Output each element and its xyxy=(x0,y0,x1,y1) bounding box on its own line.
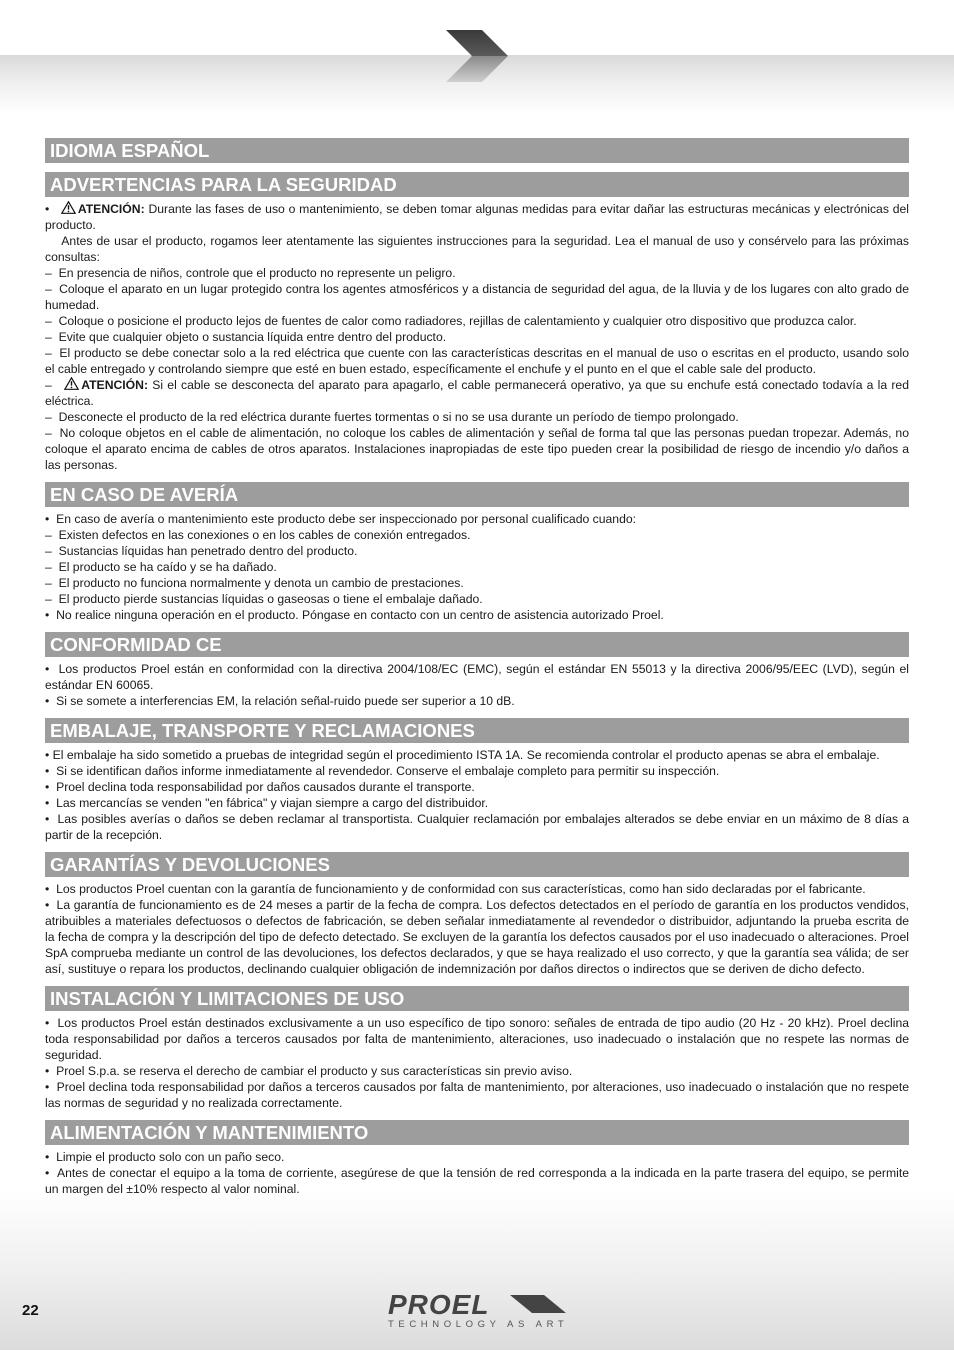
paragraph-text: Limpie el producto solo con un paño seco. xyxy=(56,1150,285,1164)
brand-arrow-icon xyxy=(510,1294,568,1314)
list-marker: – xyxy=(45,426,52,440)
paragraph-text: Los productos Proel están en conformidad con la directiva 2004/108/EC (EMC), según el estándar EN 55013 y la directiva 2006/95/EEC (LVD), según el estándar EN 60065. xyxy=(45,662,909,692)
section-heading: ADVERTENCIAS PARA LA SEGURIDAD xyxy=(45,172,909,197)
section-body xyxy=(45,1011,909,1120)
list-marker: • xyxy=(45,202,50,216)
list-marker: • xyxy=(45,1150,50,1164)
section-heading: GARANTÍAS Y DEVOLUCIONES xyxy=(45,852,909,877)
section-body xyxy=(45,743,909,852)
section-heading: CONFORMIDAD CE xyxy=(45,632,909,657)
paragraph xyxy=(45,591,909,607)
paragraph-text: Evite que cualquier objeto o sustancia líquida entre dentro del producto. xyxy=(58,330,447,344)
paragraph-text: Desconecte el producto de la red eléctrica durante fuertes tormentas o si no se usa durante un período de tiempo prolongado. xyxy=(58,410,739,424)
section xyxy=(45,718,909,852)
paragraph xyxy=(45,1063,909,1079)
paragraph-text: Si el cable se desconecta del aparato para apagarlo, el cable permanecerá operativo, ya que su enchufe está conectado todavía a la red eléctrica. xyxy=(45,378,909,408)
warning-triangle-icon xyxy=(64,377,79,390)
paragraph-text: En presencia de niños, controle que el producto no represente un peligro. xyxy=(58,266,456,280)
list-marker: • xyxy=(45,882,50,896)
paragraph-text: Los productos Proel están destinados exclusivamente a un uso específico de tipo sonoro: señales de entrada de tipo audio (20 Hz - 20 kHz). Proel declina toda responsabilidad por daños a terceros causados por falta de mantenimiento, alteraciones, uso inadecuado o instalación que no respete las normas de seguridad. xyxy=(45,1016,909,1062)
paragraph xyxy=(45,607,909,623)
paragraph-text: El producto se ha caído y se ha dañado. xyxy=(58,560,277,574)
paragraph xyxy=(45,425,909,473)
paragraph-text: Proel declina toda responsabilidad por daños causados durante el transporte. xyxy=(56,780,475,794)
list-marker: • xyxy=(45,748,50,762)
paragraph-text: Las posibles averías o daños se deben reclamar al transportista. Cualquier reclamación por embalajes alterados se debe enviar en un máximo de 8 días a partir de la recepción. xyxy=(45,812,909,842)
section-body xyxy=(45,197,909,482)
list-marker: – xyxy=(45,378,52,392)
paragraph xyxy=(45,811,909,843)
paragraph-text: Si se identifican daños informe inmediatamente al revendedor. Conserve el embalaje completo para permitir su inspección. xyxy=(56,764,720,778)
paragraph-text: El producto pierde sustancias líquidas o gaseosas o tiene el embalaje dañado. xyxy=(58,592,483,606)
paragraph xyxy=(45,1149,909,1165)
section-body xyxy=(45,877,909,986)
paragraph xyxy=(45,575,909,591)
paragraph xyxy=(45,377,909,409)
section-heading: EMBALAJE, TRANSPORTE Y RECLAMACIONES xyxy=(45,718,909,743)
list-marker: – xyxy=(45,314,52,328)
list-marker: • xyxy=(45,1166,50,1180)
section xyxy=(45,138,909,163)
section xyxy=(45,172,909,482)
paragraph xyxy=(45,409,909,425)
list-marker: • xyxy=(45,608,50,622)
paragraph xyxy=(45,1165,909,1197)
paragraph-text: No realice ninguna operación en el producto. Póngase en contacto con un centro de asistencia autorizado Proel. xyxy=(56,608,664,622)
list-marker: – xyxy=(45,330,52,344)
paragraph xyxy=(45,559,909,575)
paragraph xyxy=(45,881,909,897)
paragraph-text: Si se somete a interferencias EM, la relación señal-ruido puede ser superior a 10 dB. xyxy=(56,694,515,708)
paragraph-text: Antes de usar el producto, rogamos leer atentamente las siguientes instrucciones para la seguridad. Lea el manual de uso y consérvelo para las próximas consultas: xyxy=(45,234,909,264)
section-heading: INSTALACIÓN Y LIMITACIONES DE USO xyxy=(45,986,909,1011)
list-marker: – xyxy=(45,560,52,574)
section-body xyxy=(45,1145,909,1206)
paragraph-text: Coloque o posicione el producto lejos de fuentes de calor como radiadores, rejillas de calentamiento y cualquier otro dispositivo que produzca calor. xyxy=(58,314,857,328)
warning-label: ATENCIÓN: xyxy=(77,202,145,216)
paragraph-text: El producto no funciona normalmente y denota un cambio de prestaciones. xyxy=(58,576,464,590)
section-body xyxy=(45,657,909,718)
list-marker: – xyxy=(45,592,52,606)
paragraph-text: Proel S.p.a. se reserva el derecho de cambiar el producto y sus características sin previo aviso. xyxy=(56,1064,573,1078)
section xyxy=(45,986,909,1120)
brand-tagline: TECHNOLOGY AS ART xyxy=(388,1319,569,1330)
paragraph-text: La garantía de funcionamiento es de 24 meses a partir de la fecha de compra. Los defectos detectados en el período de garantía en los productos vendidos, atribuibles a materiales defectuosos o defectos de fabricación, se deben señalar inmediatamente al revendedor o distribuidor, adjuntando la prueba escrita de la fecha de compra y la descripción del tipo de defecto detectado. Se excluyen de la garantía los defectos causados por el uso inadecuado o alteraciones. Proel SpA comprueba mediante un control de las devoluciones, los defectos declarados, y que se haya realizado el uso correcto, y que la garantía sea válida; de ser así, sustituye o repara los productos, declinando cualquier obligación de indemnización por daños directos o indirectos que se deriven de dicho defecto. xyxy=(45,898,909,976)
paragraph-text: Durante las fases de uso o mantenimiento, se deben tomar algunas medidas para evitar dañar las estructuras mecánicas y electrónicas del producto. xyxy=(45,202,909,232)
paragraph xyxy=(45,201,909,233)
list-marker: • xyxy=(45,694,50,708)
chevron-arrow-icon xyxy=(444,28,510,84)
list-marker: – xyxy=(45,410,52,424)
paragraph xyxy=(45,795,909,811)
list-marker: • xyxy=(45,898,50,912)
list-marker: – xyxy=(45,346,52,360)
paragraph-text: Las mercancías se venden "en fábrica" y viajan siempre a cargo del distribuidor. xyxy=(56,796,489,810)
section-heading: EN CASO DE AVERÍA xyxy=(45,482,909,507)
section xyxy=(45,482,909,632)
paragraph-text: En caso de avería o mantenimiento este producto debe ser inspeccionado por personal cualificado cuando: xyxy=(56,512,637,526)
paragraph xyxy=(45,779,909,795)
list-marker: • xyxy=(45,780,50,794)
section-body xyxy=(45,507,909,632)
document-body xyxy=(45,138,909,1206)
paragraph xyxy=(45,265,909,281)
warning-label: ATENCIÓN: xyxy=(81,378,149,392)
list-marker: • xyxy=(45,1064,50,1078)
list-marker: – xyxy=(45,576,52,590)
paragraph xyxy=(45,763,909,779)
paragraph-text: Coloque el aparato en un lugar protegido contra los agentes atmosféricos y a distancia de seguridad del agua, de la lluvia y de los lugares con alto grado de humedad. xyxy=(45,282,909,312)
paragraph-text: El producto se debe conectar solo a la red eléctrica que cuente con las características descritas en el manual de uso o escritas en el producto, usando solo el cable entregado y controlando siempre que esté en buen estado, específicamente el enchufe y el punto en el que el cable sale del producto. xyxy=(45,346,909,376)
paragraph-text: Antes de conectar el equipo a la toma de corriente, asegúrese de que la tensión de red corresponda a la indicada en la parte trasera del equipo, se permite un margen del ±10% respecto al valor nominal. xyxy=(45,1166,909,1196)
list-marker: • xyxy=(45,764,50,778)
paragraph xyxy=(45,345,909,377)
proel-logo xyxy=(386,1290,572,1334)
list-marker: – xyxy=(45,528,52,542)
paragraph xyxy=(45,747,909,763)
paragraph xyxy=(45,313,909,329)
brand-name: PROEL xyxy=(388,1289,490,1320)
paragraph-text: No coloque objetos en el cable de alimentación, no coloque los cables de alimentación y señal de forma tal que las personas puedan tropezar. Además, no coloque el aparato encima de cables de otros aparatos. Instalaciones inapropiadas de este tipo pueden crear la posibilidad de riesgo de incendio y/o daños a las personas. xyxy=(45,426,909,472)
section-heading: IDIOMA ESPAÑOL xyxy=(45,138,909,163)
paragraph xyxy=(45,1079,909,1111)
list-marker: – xyxy=(45,282,52,296)
section xyxy=(45,1120,909,1206)
paragraph xyxy=(45,233,909,265)
paragraph xyxy=(45,693,909,709)
paragraph-text: Sustancias líquidas han penetrado dentro del producto. xyxy=(58,544,358,558)
list-marker: • xyxy=(45,662,50,676)
paragraph xyxy=(45,661,909,693)
paragraph xyxy=(45,511,909,527)
paragraph-text: Existen defectos en las conexiones o en los cables de conexión entregados. xyxy=(58,528,471,542)
paragraph xyxy=(45,1015,909,1063)
list-marker: • xyxy=(45,1016,50,1030)
paragraph xyxy=(45,543,909,559)
paragraph-text: Proel declina toda responsabilidad por daños a terceros causados por falta de mantenimiento, por alteraciones, uso inadecuado o instalación que no respete las normas de seguridad y no realizada correctamente. xyxy=(45,1080,909,1110)
paragraph xyxy=(45,527,909,543)
paragraph xyxy=(45,329,909,345)
section xyxy=(45,852,909,986)
paragraph xyxy=(45,281,909,313)
list-marker: – xyxy=(45,544,52,558)
list-marker: • xyxy=(45,796,50,810)
list-marker: – xyxy=(45,266,52,280)
paragraph-text: Los productos Proel cuentan con la garantía de funcionamiento y de conformidad con sus características, como han sido declaradas por el fabricante. xyxy=(56,882,866,896)
section-heading: ALIMENTACIÓN Y MANTENIMIENTO xyxy=(45,1120,909,1145)
warning-triangle-icon xyxy=(61,201,76,214)
paragraph-text: El embalaje ha sido sometido a pruebas de integridad según el procedimiento ISTA 1A. Se recomienda controlar el producto apenas se abra el embalaje. xyxy=(52,748,880,762)
paragraph xyxy=(45,897,909,977)
section xyxy=(45,632,909,718)
page-number: 22 xyxy=(22,1302,39,1319)
list-marker: • xyxy=(45,1080,50,1094)
list-marker: • xyxy=(45,512,50,526)
list-marker: • xyxy=(45,812,50,826)
